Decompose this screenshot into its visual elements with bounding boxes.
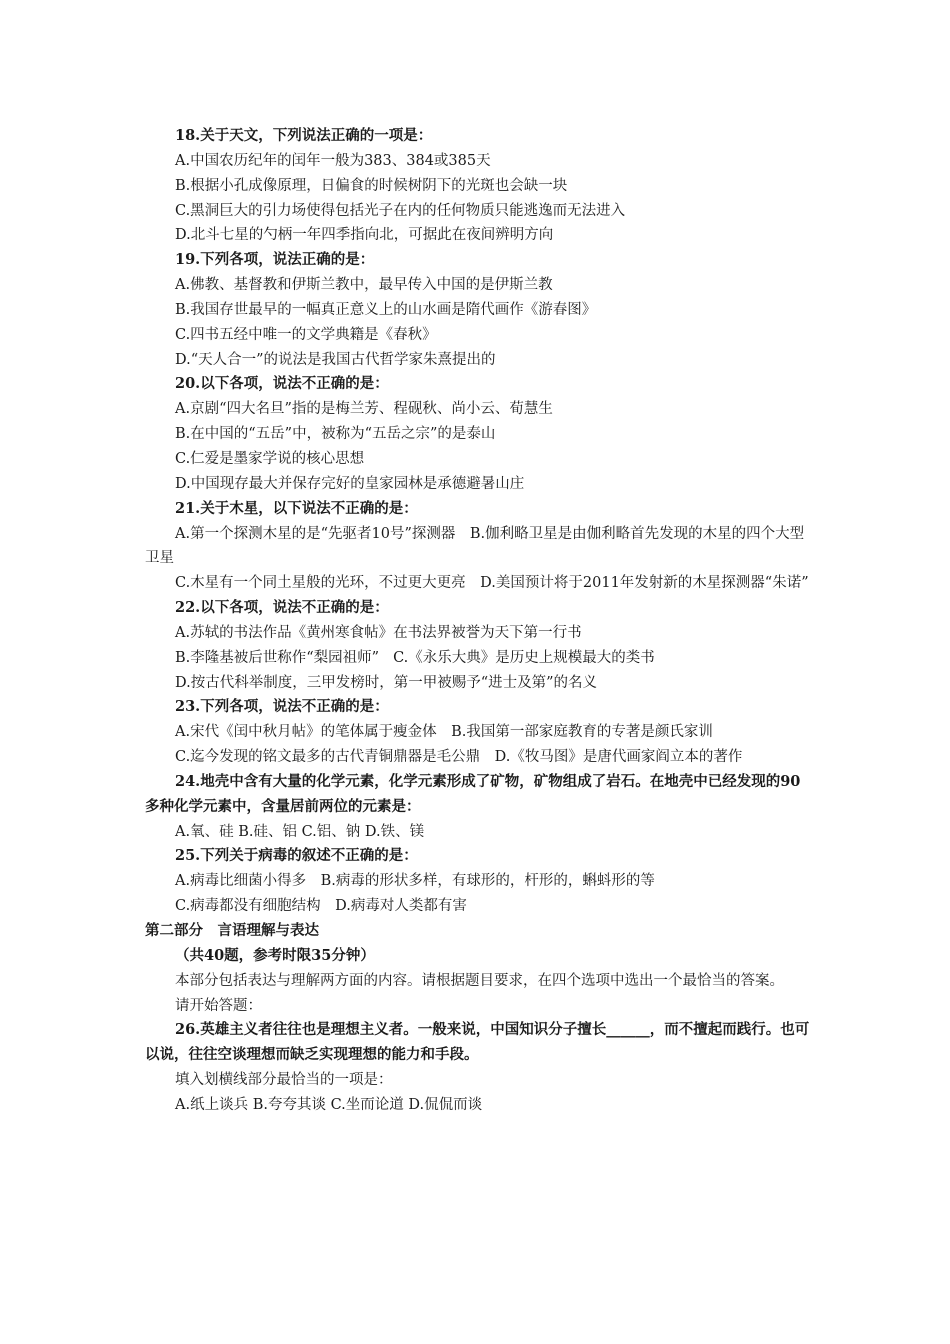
q22-option-c: C.《永乐大典》是历史上规模最大的类书 — [393, 649, 655, 666]
q25-stem: 25.下列关于病毒的叙述不正确的是： — [175, 847, 418, 865]
q22-option-d: D.按古代科举制度，三甲发榜时，第一甲被赐予“进士及第”的名义 — [175, 674, 598, 691]
q18-option-b: B.根据小孔成像原理，日偏食的时候树阴下的光斑也会缺一块 — [175, 177, 568, 194]
q20-option-d: D.中国现存最大并保存完好的皇家园林是承德避暑山庄 — [175, 475, 525, 492]
section-2-start: 请开始答题： — [175, 997, 262, 1014]
q24-stem: 24.地壳中含有大量的化学元素，化学元素形成了矿物，矿物组成了岩石。在地壳中已经发现的90多种化学元素中，含量居前两位的元素是： — [145, 772, 801, 815]
section-2-title: 第二部分 言语理解与表达 — [145, 922, 319, 939]
q22-option-a: A.苏轼的书法作品《黄州寒食帖》在书法界被誉为天下第一行书 — [175, 624, 582, 641]
q22-stem: 22.以下各项，说法不正确的是： — [175, 599, 389, 617]
section-2-subtitle: （共40题，参考时限35分钟） — [175, 946, 375, 964]
q19-option-d: D.“天人合一”的说法是我国古代哲学家朱熹提出的 — [175, 351, 496, 368]
q18-option-a: A.中国农历纪年的闰年一般为383、384或385天 — [175, 152, 491, 169]
q23-options-cd: C.迄今发现的铭文最多的古代青铜鼎器是毛公鼎 D.《牧马图》是唐代画家阎立本的著作 — [175, 749, 743, 766]
q18-stem: 18.关于天文，下列说法正确的一项是： — [175, 127, 433, 144]
q20-stem: 20.以下各项，说法不正确的是： — [175, 375, 389, 393]
q22-options-bc — [145, 646, 810, 671]
q20-option-c: C.仁爱是墨家学说的核心思想 — [175, 450, 365, 467]
q23-stem: 23.下列各项，说法不正确的是： — [175, 698, 389, 716]
q20-option-a: A.京剧“四大名旦”指的是梅兰芳、程砚秋、尚小云、荀慧生 — [175, 401, 553, 418]
section-2-intro: 本部分包括表达与理解两方面的内容。请根据题目要求，在四个选项中选出一个最恰当的答案。 — [175, 972, 784, 989]
q19-option-c: C.四书五经中唯一的文学典籍是《春秋》 — [175, 326, 437, 343]
q25-options-cd: C.病毒都没有细胞结构 D.病毒对人类都有害 — [175, 898, 467, 915]
q19-stem: 19.下列各项，说法正确的是： — [175, 251, 375, 269]
q26-options: A.纸上谈兵 B.夸夸其谈 C.坐而论道 D.侃侃而谈 — [175, 1096, 483, 1113]
q25-options-ab: A.病毒比细菌小得多 B.病毒的形状多样，有球形的，杆形的，蝌蚪形的等 — [175, 873, 655, 890]
q18-option-d: D.北斗七星的勺柄一年四季指向北，可据此在夜间辨明方向 — [175, 227, 554, 244]
exam-page — [145, 124, 810, 1118]
q19-option-a: A.佛教、基督教和伊斯兰教中，最早传入中国的是伊斯兰教 — [175, 277, 553, 294]
q24-options: A.氧、硅 B.硅、铝 C.铝、钠 D.铁、镁 — [175, 823, 425, 840]
q21-options-ab: A.第一个探测木星的是“先驱者10号”探测器 B.伽利略卫星是由伽利略首先发现的木星的四个大型卫星 — [145, 525, 805, 567]
q26-prompt: 填入划横线部分最恰当的一项是： — [175, 1072, 393, 1089]
q19-option-b: B.我国存世最早的一幅真正意义上的山水画是隋代画作《游春图》 — [175, 301, 597, 318]
q22-option-b: B.李隆基被后世称作“梨园祖师” — [175, 649, 380, 666]
q26-stem: 26.英雄主义者往往也是理想主义者。一般来说，中国知识分子擅长______，而不擅起而践行。也可以说，往往空谈理想而缺乏实现理想的能力和手段。 — [145, 1021, 810, 1064]
q18-option-c: C.黑洞巨大的引力场使得包括光子在内的任何物质只能逃逸而无法进入 — [175, 202, 626, 219]
q20-option-b: B.在中国的“五岳”中，被称为“五岳之宗”的是泰山 — [175, 426, 496, 443]
q21-stem: 21.关于木星，以下说法不正确的是： — [175, 499, 418, 517]
q23-options-ab: A.宋代《闰中秋月帖》的笔体属于瘦金体 B.我国第一部家庭教育的专著是颜氏家训 — [175, 724, 713, 741]
q21-options-cd: C.木星有一个同土星般的光环，不过更大更亮 D.美国预计将于2011年发射新的木星探测器“朱诺” — [175, 575, 809, 592]
